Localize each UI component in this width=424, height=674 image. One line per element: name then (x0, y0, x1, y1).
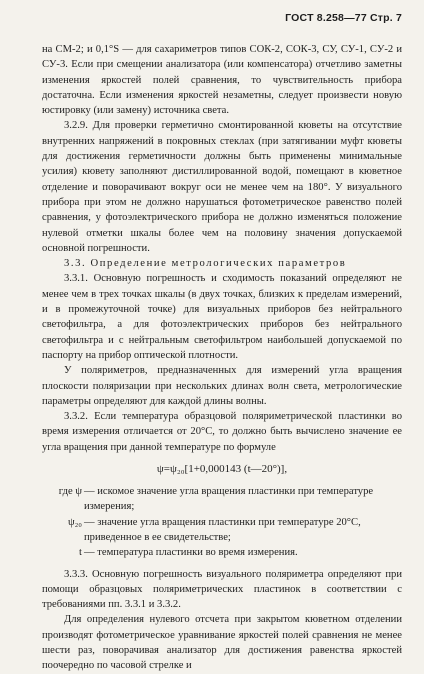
paragraph-continuation: на СМ-2; и 0,1°S — для сахариметров типов СОК-2, СОК-3, СУ, СУ-1, СУ-2 и СУ-3. Если при смещении анализатора (или компенсатора) отчетливо заметны изменения яркостей полей сравнения, то чувствительность прибора достаточна. Если изменения яркостей незаметны, следует произвести новую юстировку (или замену) источника света. (42, 44, 402, 117)
paragraph-3-2-9: 3.2.9. Для проверки герметично смонтированной кюветы на отсутствие внутренних напряжений в покровных стеклах (при затягивании муфт кюветы для достижения герметичности должны быть применены минимальные усилия) кювету заполняют дистиллированной водой, помещают в кюветное отделение и поворачивают вокруг оси не менее чем на 180°. У визуального прибора при этом не должно нарушаться фотометрическое равенство полей сравнения, у фотоэлектрического прибора не должно изменяться положение нулевой отметки шкалы более чем на половину значения допускаемой основной погрешности. (42, 120, 402, 254)
page-content (42, 42, 402, 674)
paragraph-zero-reading: Для определения нулевого отсчета при закрытом кюветном отделении производят фотометрическое уравнивание яркостей полей сравнения не менее шести раз, поворачивая анализатор для достижения равенства яркостей поочередно по часовой стрелке и (42, 614, 402, 672)
paragraph-polarimeters: У поляриметров, предназначенных для измерений угла вращения плоскости поляризации при нескольких длинах волн света, метрологические параметры определяют для каждой длины волны. (42, 365, 402, 407)
paragraph-3-3-3: 3.3.3. Основную погрешность визуального поляриметра определяют при помощи образцовых поляриметрических пластинок в соответствии с требованиями пп. 3.3.1 и 3.3.2. (42, 568, 402, 611)
page-header: ГОСТ 8.258—77 Стр. 7 (285, 12, 402, 24)
definition-text: — значение угла вращения пластинки при температуре 20°С, приведенное в ее свидетельстве; (84, 516, 361, 543)
definition-symbol: t (79, 547, 82, 559)
definition-text: — искомое значение угла вращения пластинки при температуре измерения; (84, 486, 374, 513)
temperature-formula: ψ=ψ₂₀[1+0,000143 (t—20°)], (156, 463, 288, 476)
definition-symbol: где ψ (58, 486, 82, 498)
definition-row (42, 515, 402, 546)
paragraph-3-3-2: 3.3.2. Если температура образцовой поляриметрической пластинки во время измерения отличается от 20°С, то должно быть вычислено значение ее угла вращения при данной температуре по формуле (42, 411, 402, 453)
formula-definitions (42, 484, 402, 560)
paragraph-3-3-1: 3.3.1. Основную погрешность и сходимость показаний определяют не менее чем в трех точках шкалы (в двух точках, близких к пределам измерений, и в промежуточной точке) для визуальных приборов без нейтрального светофильтра, а для фотоэлектрических приборов без нейтрального светофильтра и с нейтральным светофильтром наибольшей допускаемой по паспорту на прибор оптической плотности. (42, 273, 402, 361)
definition-symbol: ψ₂₀ (67, 516, 82, 528)
definition-row (42, 484, 402, 515)
definition-row (42, 545, 402, 560)
definition-text: — температура пластинки во время измерения. (84, 547, 298, 559)
section-title-3-3: 3.3. Определение метрологических параметров (64, 258, 347, 270)
